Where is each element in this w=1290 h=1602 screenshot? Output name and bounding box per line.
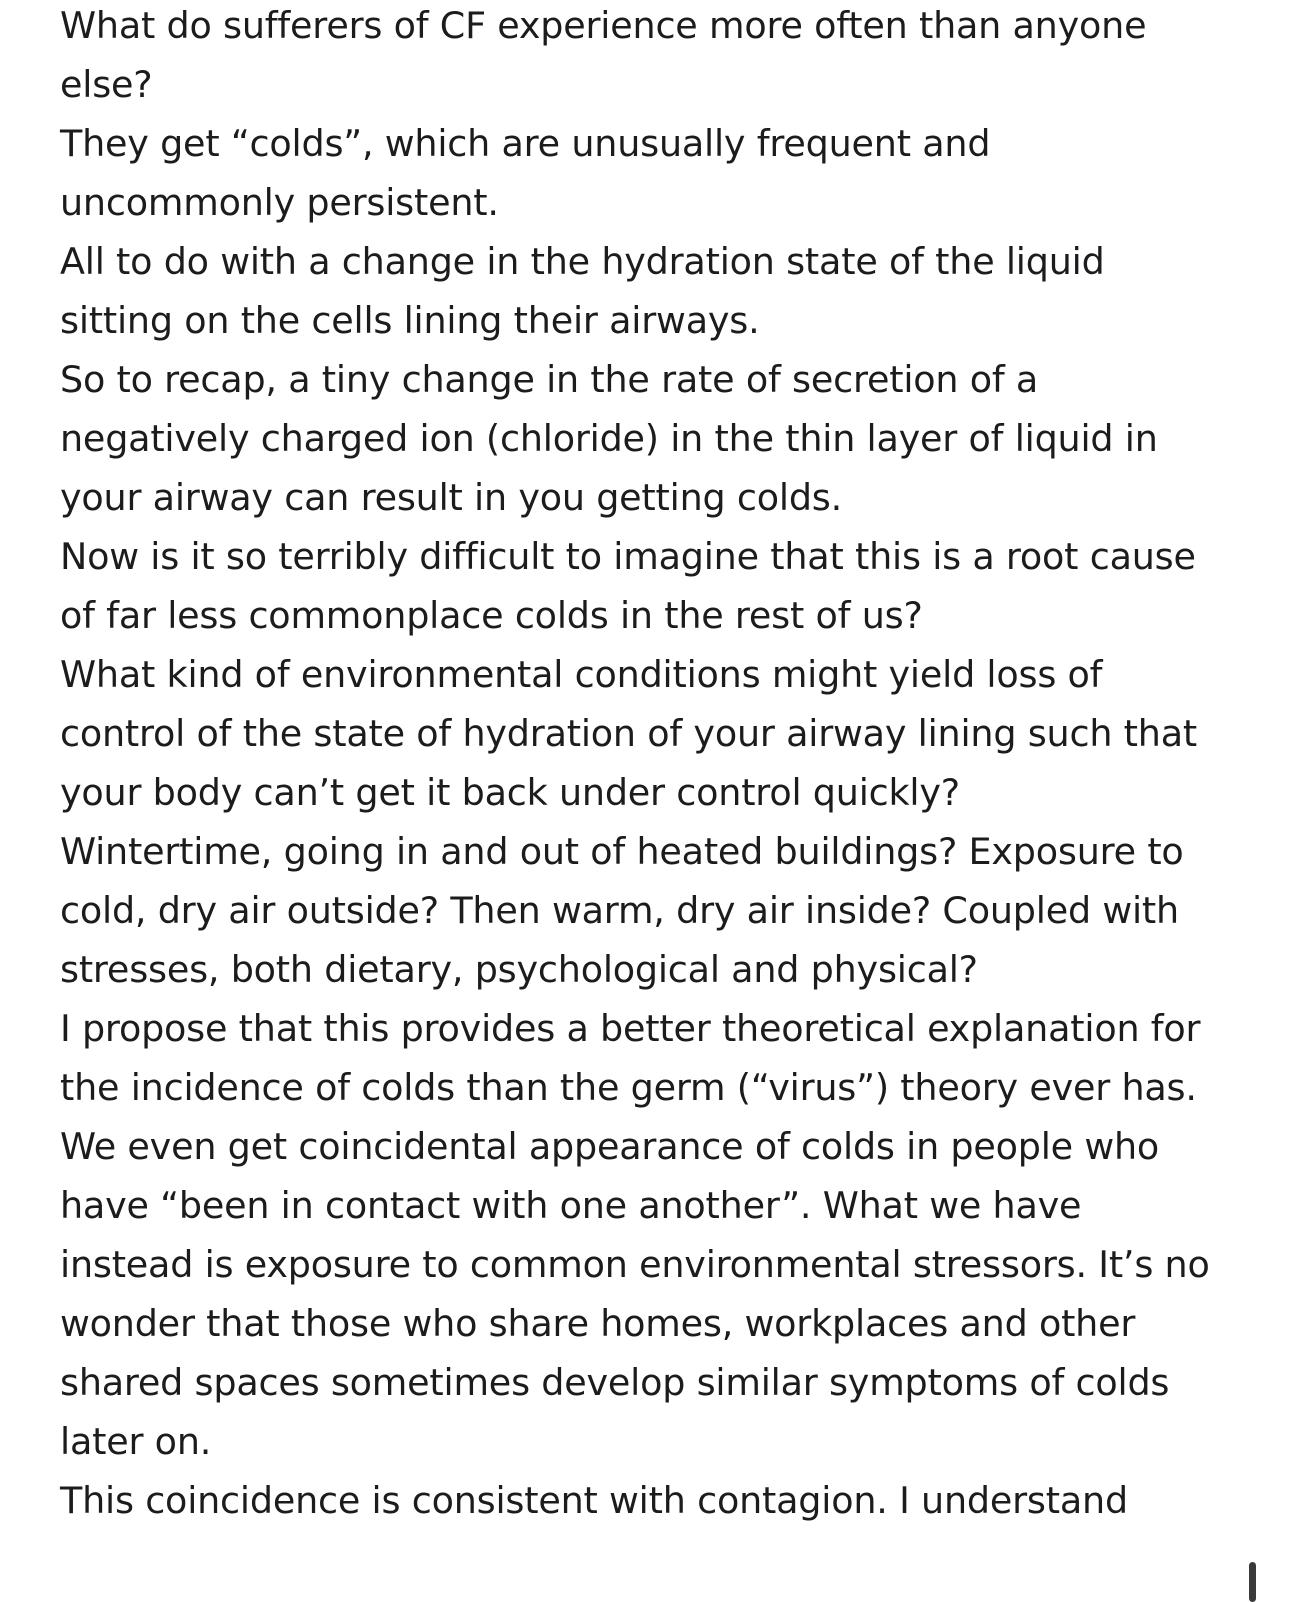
paragraph-6: What kind of environmental conditions might yield loss of control of the state of hydration of your airway lining such that your body can’t get it back under control quickly? <box>60 653 1197 814</box>
scroll-indicator[interactable] <box>1249 1562 1256 1602</box>
paragraph-1: What do sufferers of CF experience more often than anyone else? <box>60 4 1147 106</box>
paragraph-5: Now is it so terribly difficult to imagine that this is a root cause of far less commonplace colds in the rest of us? <box>60 535 1196 637</box>
paragraph-4: So to recap, a tiny change in the rate of secretion of a negatively charged ion (chloride) in the thin layer of liquid in your airway can result in you getting colds. <box>60 358 1158 519</box>
post-body <box>60 0 1220 1530</box>
paragraph-10: This coincidence is consistent with contagion. I understand <box>60 1479 1128 1522</box>
paragraph-7: Wintertime, going in and out of heated buildings? Exposure to cold, dry air outside? Then warm, dry air inside? Coupled with stresses, both dietary, psychological and physical? <box>60 830 1184 991</box>
paragraph-9: We even get coincidental appearance of colds in people who have “been in contact with one another”. What we have instead is exposure to common environmental stressors. It’s no wonder that those who share homes, workplaces and other shared spaces sometimes develop similar symptoms of colds later on. <box>60 1125 1210 1463</box>
paragraph-2: They get “colds”, which are unusually frequent and uncommonly persistent. <box>60 122 991 224</box>
paragraph-3: All to do with a change in the hydration state of the liquid sitting on the cells lining their airways. <box>60 240 1105 342</box>
paragraph-8: I propose that this provides a better theoretical explanation for the incidence of colds than the germ (“virus”) theory ever has. <box>60 1007 1201 1109</box>
